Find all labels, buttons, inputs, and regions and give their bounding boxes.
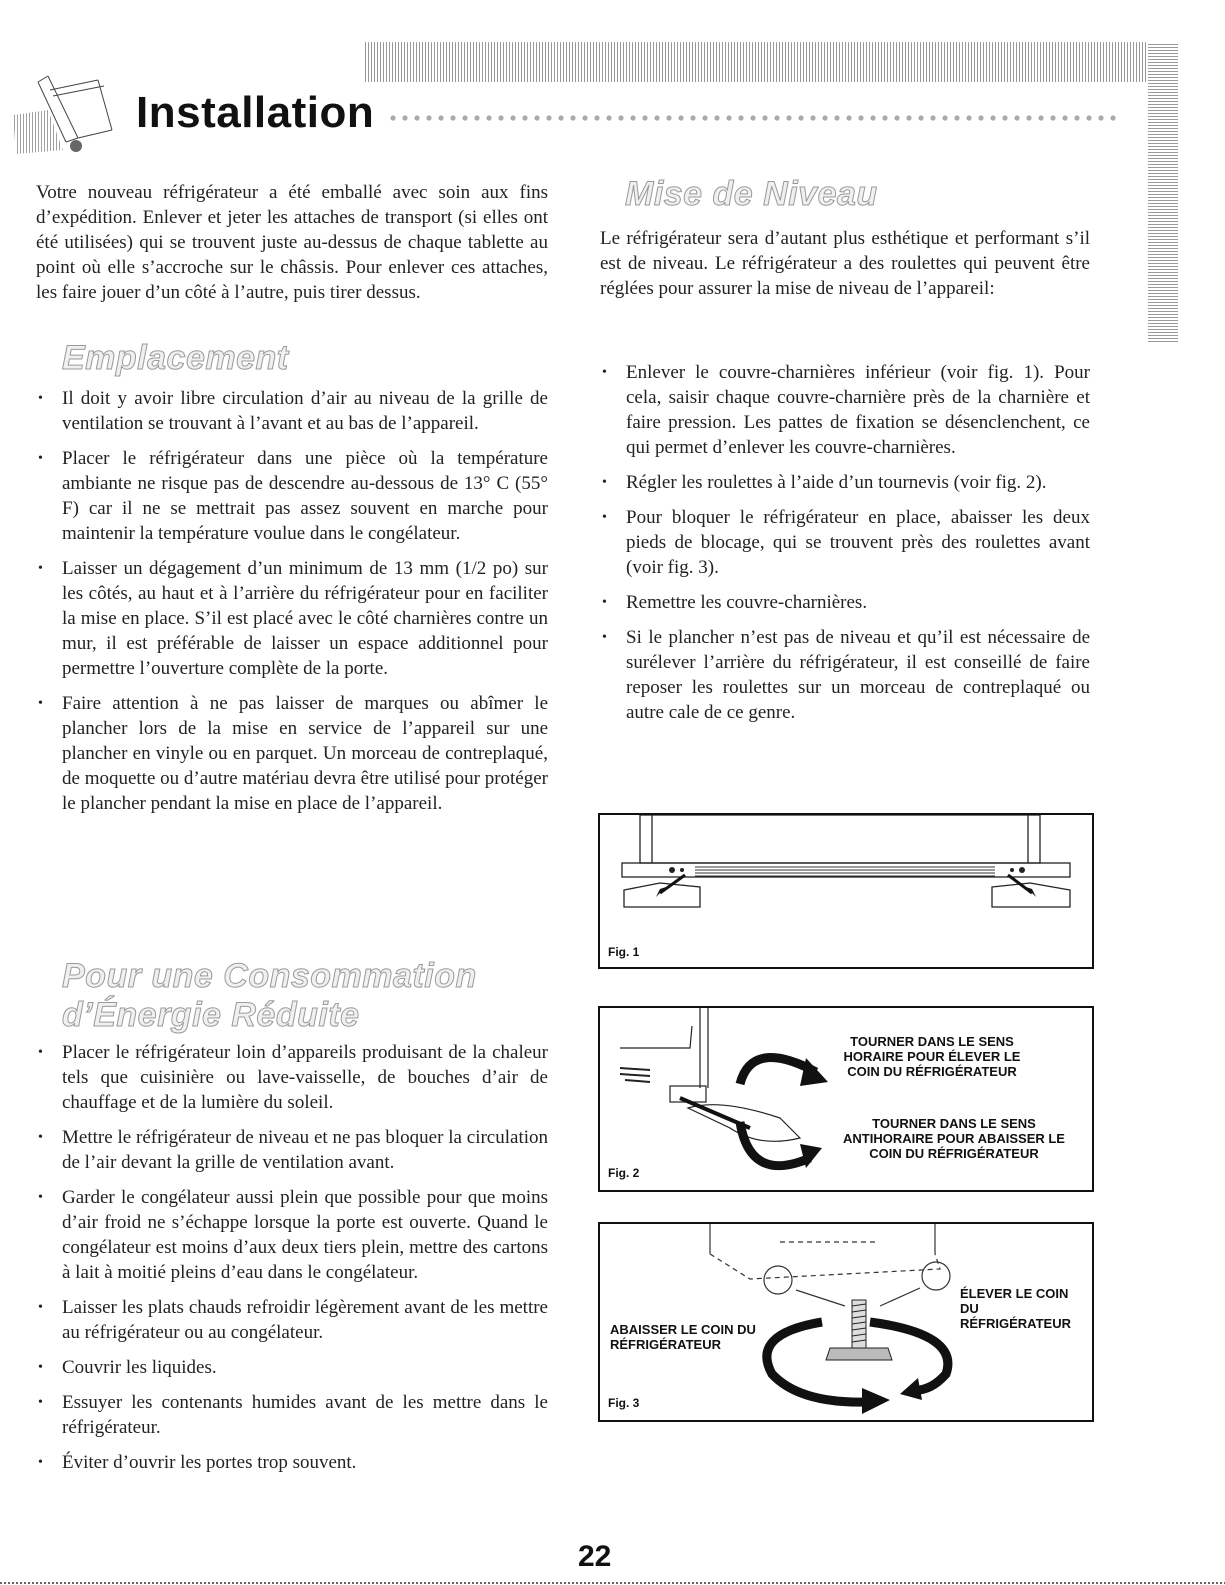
caption-raise-corner: ÉLEVER LE COIN DU RÉFRIGÉRATEUR	[960, 1286, 1071, 1331]
rule-dot	[1038, 115, 1043, 120]
list-item: • Régler les roulettes à l’aide d’un tournevis (voir fig. 2).	[600, 470, 1090, 495]
rule-dot	[1002, 115, 1007, 120]
list-item: • Enlever le couvre-charnières inférieur (voir fig. 1). Pour cela, saisir chaque couvre-charnière près de la charnière et faire pression. Les pattes de fixation se désenclenchent, ce qui permet d’enlever les couvre-charnières.	[600, 360, 1090, 460]
section-title-niveau: Mise de Niveau	[625, 175, 878, 213]
rule-dot	[870, 115, 875, 120]
rule-dot	[474, 115, 479, 120]
installation-icon	[8, 70, 118, 158]
rule-dot	[606, 115, 611, 120]
list-item: • Garder le congélateur aussi plein que possible pour que moins d’air froid ne s’échappe lorsque la porte est ouverte. Quand le congélateur est moins d’aux deux tiers plein, mettre des cartons à lait à moitié pleins d’eau dans le congélateur.	[36, 1185, 548, 1285]
rule-dot	[726, 115, 731, 120]
rule-dot	[810, 115, 815, 120]
list-item: • Laisser les plats chauds refroidir légèrement avant de les mettre au réfrigérateur ou au congélateur.	[36, 1295, 548, 1345]
rule-dot	[822, 115, 827, 120]
rule-dot	[690, 115, 695, 120]
rule-dot	[570, 115, 575, 120]
caption-lower-corner: ABAISSER LE COIN DU RÉFRIGÉRATEUR	[610, 1322, 756, 1352]
figure-label: Fig. 2	[608, 1166, 640, 1180]
caption-counterclockwise: TOURNER DANS LE SENS ANTIHORAIRE POUR ABAISSER LE COIN DU RÉFRIGÉRATEUR	[843, 1116, 1065, 1161]
header-band-decoration	[365, 42, 1177, 82]
bottom-dotted-edge	[0, 1582, 1225, 1584]
list-item: • Mettre le réfrigérateur de niveau et ne pas bloquer la circulation de l’air devant la grille de ventilation avant.	[36, 1125, 548, 1175]
section-title-energie-line2: d’Énergie Réduite	[62, 996, 360, 1034]
list-item: • Faire attention à ne pas laisser de marques ou abîmer le plancher lors de la mise en service de l’appareil sur une plancher en vinyle ou en parquet. Un morceau de contreplaqué, de moquette ou d’autre matériau devra être utilisé pour protéger le plancher pendant la mise en place de l’appareil.	[36, 691, 548, 816]
figure-2	[598, 1006, 1094, 1192]
rule-dot	[642, 115, 647, 120]
niveau-intro: Le réfrigérateur sera d’autant plus esthétique et performant s’il est de niveau. Le réfrigérateur a des roulettes qui peuvent être réglées pour assurer la mise de niveau de l’appareil:	[600, 228, 1090, 299]
niveau-list	[600, 360, 1090, 735]
rule-dot	[918, 115, 923, 120]
intro-paragraph: Votre nouveau réfrigérateur a été emballé avec soin aux fins d’expédition. Enlever et jeter les attaches de transport (si elles ont été utilisées) qui se trouvent juste au-dessus de chaque tablette au point où elle s’accroche sur le châssis. Pour enlever ces attaches, les faire jouer d’un côté à l’autre, puis tirer dessus.	[36, 182, 548, 303]
list-item: • Couvrir les liquides.	[36, 1355, 548, 1380]
rule-dot	[846, 115, 851, 120]
rule-dot	[678, 115, 683, 120]
emplacement-list	[36, 386, 548, 826]
rule-dot	[990, 115, 995, 120]
list-item: • Il doit y avoir libre circulation d’air au niveau de la grille de ventilation se trouvant à l’avant et au bas de l’appareil.	[36, 386, 548, 436]
rule-dot	[1026, 115, 1031, 120]
page-number: 22	[578, 1540, 612, 1573]
rule-dot	[402, 115, 407, 120]
side-tab-decoration	[1148, 42, 1178, 342]
rule-dot	[426, 115, 431, 120]
rule-dot	[894, 115, 899, 120]
list-item: • Pour bloquer le réfrigérateur en place, abaisser les deux pieds de blocage, qui se trouvent près des roulettes avant (voir fig. 3).	[600, 505, 1090, 580]
rule-dot	[750, 115, 755, 120]
rule-dot	[1062, 115, 1067, 120]
rule-dot	[390, 115, 395, 120]
rule-dot	[798, 115, 803, 120]
rule-dot	[738, 115, 743, 120]
rule-dot	[1110, 115, 1115, 120]
rule-dot	[438, 115, 443, 120]
energie-list	[36, 1040, 548, 1485]
rule-dot	[702, 115, 707, 120]
rule-dot	[450, 115, 455, 120]
rule-dot	[714, 115, 719, 120]
list-item: • Si le plancher n’est pas de niveau et qu’il est nécessaire de surélever l’arrière du réfrigérateur, il est conseillé de faire reposer les roulettes sur un morceau de contreplaqué ou autre cale de ce genre.	[600, 625, 1090, 725]
rule-dot	[510, 115, 515, 120]
rule-dot	[558, 115, 563, 120]
caption-clockwise: TOURNER DANS LE SENS HORAIRE POUR ÉLEVER LE COIN DU RÉFRIGÉRATEUR	[843, 1034, 1021, 1079]
rule-dot	[534, 115, 539, 120]
rule-dot	[1086, 115, 1091, 120]
rule-dot	[966, 115, 971, 120]
rule-dot	[1014, 115, 1019, 120]
hinge-cover-illustration	[600, 815, 1092, 967]
figure-1	[598, 813, 1094, 969]
rule-dot	[522, 115, 527, 120]
rule-dot	[594, 115, 599, 120]
rule-dot	[834, 115, 839, 120]
list-item: • Placer le réfrigérateur dans une pièce où la température ambiante ne risque pas de descendre au-dessous de 13° C (55° F) car il ne se mettrait pas assez souvent en marche pour maintenir la température voulue dans le congélateur.	[36, 446, 548, 546]
list-item: • Remettre les couvre-charnières.	[600, 590, 1090, 615]
rule-dot	[498, 115, 503, 120]
rule-dot	[930, 115, 935, 120]
rule-dot	[654, 115, 659, 120]
rule-dot	[762, 115, 767, 120]
rule-dot	[858, 115, 863, 120]
title-dotted-rule	[388, 112, 1123, 124]
rule-dot	[462, 115, 467, 120]
rule-dot	[630, 115, 635, 120]
rule-dot	[942, 115, 947, 120]
rule-dot	[906, 115, 911, 120]
rule-dot	[414, 115, 419, 120]
figure-3	[598, 1222, 1094, 1422]
section-title-emplacement: Emplacement	[62, 339, 289, 377]
rule-dot	[786, 115, 791, 120]
list-item: • Essuyer les contenants humides avant de les mettre dans le réfrigérateur.	[36, 1390, 548, 1440]
figure-label: Fig. 1	[608, 945, 640, 959]
rule-dot	[1050, 115, 1055, 120]
rule-dot	[774, 115, 779, 120]
page-title: Installation	[136, 88, 375, 137]
section-title-energie-line1: Pour une Consommation	[62, 957, 477, 995]
rule-dot	[666, 115, 671, 120]
rule-dot	[882, 115, 887, 120]
figure-label: Fig. 3	[608, 1396, 640, 1410]
rule-dot	[1074, 115, 1079, 120]
rule-dot	[1098, 115, 1103, 120]
rule-dot	[486, 115, 491, 120]
list-item: • Placer le réfrigérateur loin d’appareils produisant de la chaleur tels que cuisinière ou lave-vaisselle, de bouches d’air de chauffage et de la lumière du soleil.	[36, 1040, 548, 1115]
rule-dot	[582, 115, 587, 120]
rule-dot	[978, 115, 983, 120]
list-item: • Éviter d’ouvrir les portes trop souvent.	[36, 1450, 548, 1475]
rule-dot	[954, 115, 959, 120]
list-item: • Laisser un dégagement d’un minimum de 13 mm (1/2 po) sur les côtés, au haut et à l’arrière du réfrigérateur pour en faciliter la mise en place. S’il est placé avec le côté charnières contre un mur, il est préférable de laisser un espace additionnel pour permettre l’ouverture complète de la porte.	[36, 556, 548, 681]
rule-dot	[546, 115, 551, 120]
rule-dot	[618, 115, 623, 120]
